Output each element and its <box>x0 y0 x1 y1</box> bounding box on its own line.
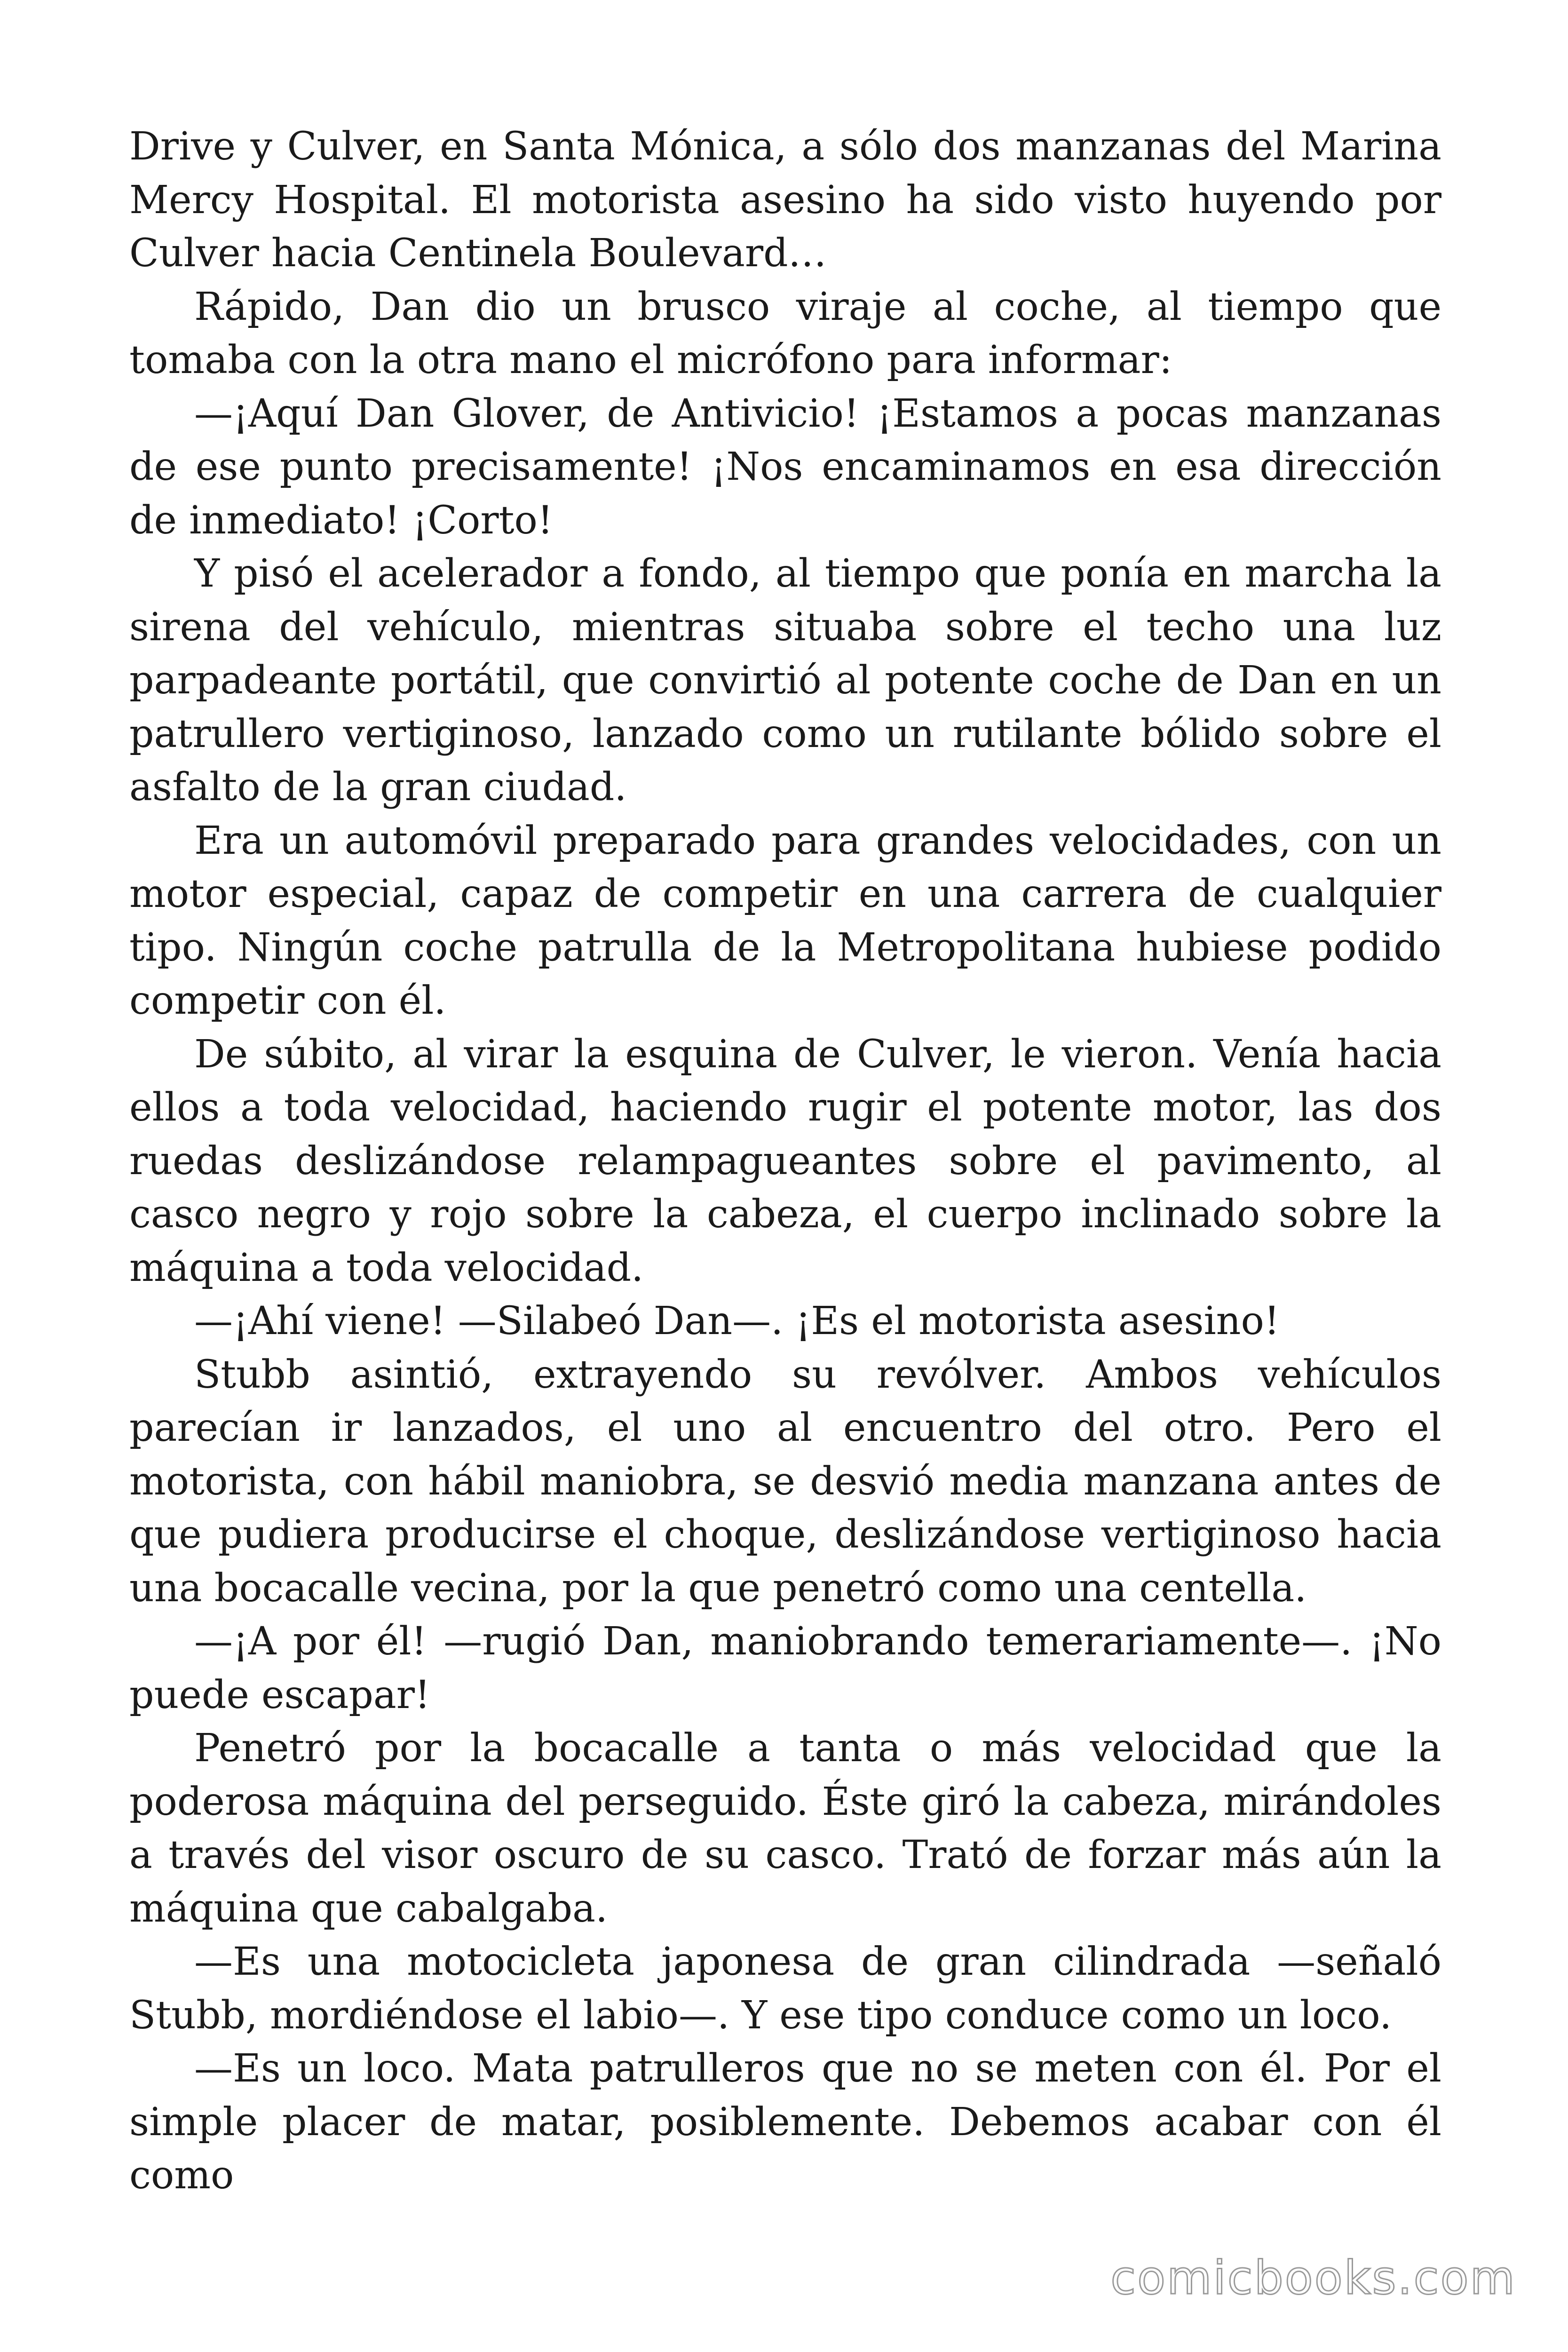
paragraph-8: Stubb asintió, extrayendo su revólver. Ambos vehículos parecían ir lanzados, el uno al encuentro del otro. Pero el motorista, con hábil maniobra, se desvió media manzana antes de que pudiera producirse el choque, deslizándose vertiginoso hacia una bocacalle vecina, por la que penetró como una centella. <box>129 1352 1441 1611</box>
paragraph-5: Era un automóvil preparado para grandes velocidades, con un motor especial, capaz de competir en una carrera de cualquier tipo. Ningún coche patrulla de la Metropolitana hubiese podido competir con él. <box>129 818 1441 1023</box>
paragraph-10: Penetró por la bocacalle a tanta o más velocidad que la poderosa máquina del perseguido. Éste giró la cabeza, mirándoles a través del visor oscuro de su casco. Trató de forzar más aún la máquina que cabalgaba. <box>129 1726 1441 1931</box>
paragraph-7: —¡Ahí viene! —Silabeó Dan—. ¡Es el motorista asesino! <box>194 1299 1280 1343</box>
paragraph-2: Rápido, Dan dio un brusco viraje al coche, al tiempo que tomaba con la otra mano el micrófono para informar: <box>129 284 1441 382</box>
paragraph-1: Drive y Culver, en Santa Mónica, a sólo dos manzanas del Marina Mercy Hospital. El motorista asesino ha sido visto huyendo por Culver hacia Centinela Boulevard… <box>129 124 1441 276</box>
paragraph-6: De súbito, al virar la esquina de Culver, le vieron. Venía hacia ellos a toda velocidad, haciendo rugir el potente motor, las dos ruedas deslizándose relampagueantes sobre el pavimento, al casco negro y rojo sobre la cabeza, el cuerpo inclinado sobre la máquina a toda velocidad. <box>129 1032 1441 1290</box>
paragraph-3: —¡Aquí Dan Glover, de Antivicio! ¡Estamos a pocas manzanas de ese punto precisamente! ¡Nos encaminamos en esa dirección de inmediato! ¡Corto! <box>129 391 1441 543</box>
watermark: comicbooks.com <box>1110 2251 1516 2305</box>
paragraph-4: Y pisó el acelerador a fondo, al tiempo que ponía en marcha la sirena del vehículo, mientras situaba sobre el techo una luz parpadeante portátil, que convirtió al potente coche de Dan en un patrullero vertiginoso, lanzado como un rutilante bólido sobre el asfalto de la gran ciudad. <box>129 551 1441 810</box>
paragraph-9: —¡A por él! —rugió Dan, maniobrando temerariamente—. ¡No puede escapar! <box>129 1619 1441 1717</box>
paragraph-11: —Es una motocicleta japonesa de gran cilindrada —señaló Stubb, mordiéndose el labio—. Y ese tipo conduce como un loco. <box>129 1939 1441 2038</box>
paragraph-12: —Es un loco. Mata patrulleros que no se meten con él. Por el simple placer de matar, posiblemente. Debemos acabar con él como <box>129 2046 1441 2198</box>
page-body <box>129 120 1441 2202</box>
